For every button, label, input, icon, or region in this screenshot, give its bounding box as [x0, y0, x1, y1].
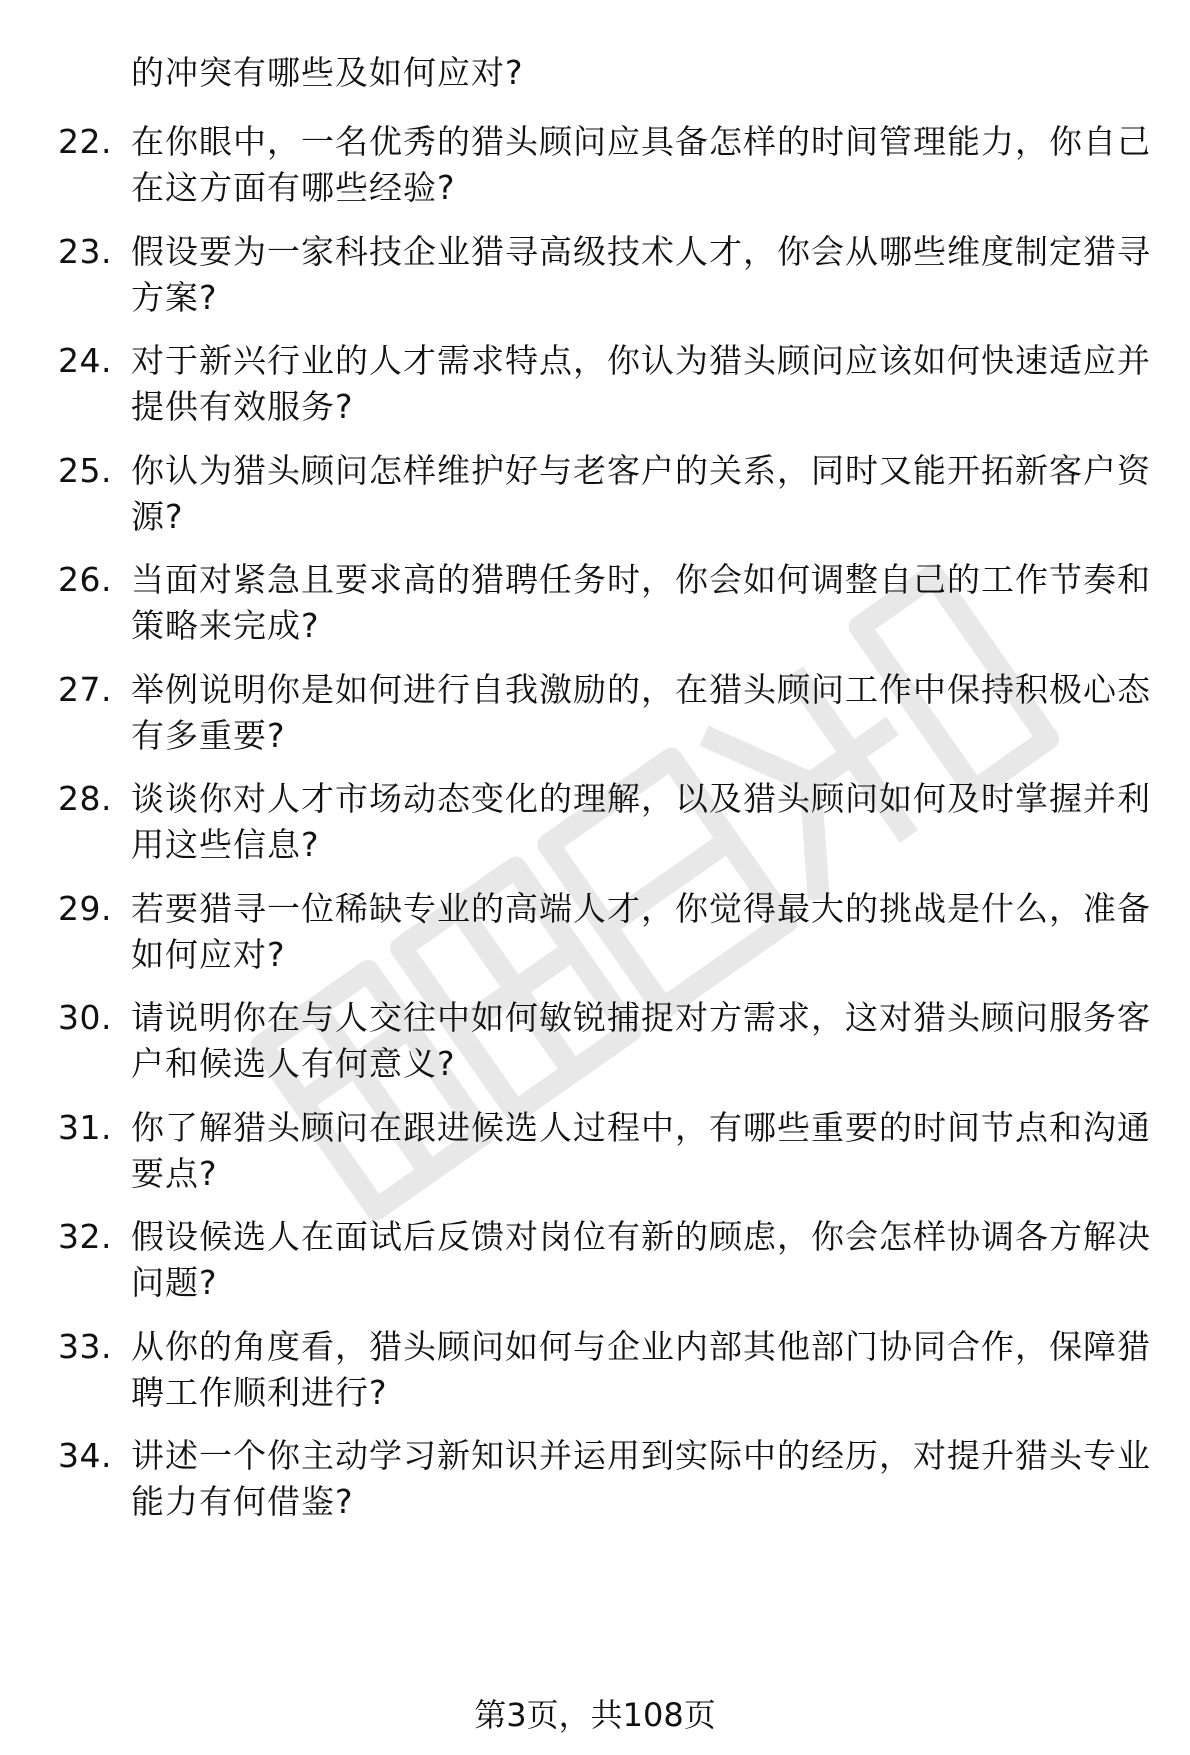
question-text: 谈谈你对人才市场动态变化的理解，以及猎头顾问如何及时掌握并利用这些信息?	[131, 779, 1151, 864]
question-text: 从你的角度看，猎头顾问如何与企业内部其他部门协同合作，保障猎聘工作顺利进行?	[131, 1327, 1151, 1412]
question-number: 32.	[58, 1217, 112, 1256]
question-number: 25.	[58, 451, 112, 490]
question-number: 26.	[58, 560, 112, 599]
question-number: 34.	[58, 1436, 112, 1475]
question-text: 假设候选人在面试后反馈对岗位有新的顾虑，你会怎样协调各方解决问题?	[131, 1217, 1151, 1302]
question-text: 的冲突有哪些及如何应对?	[131, 53, 524, 92]
question-text: 举例说明你是如何进行自我激励的，在猎头顾问工作中保持积极心态有多重要?	[131, 670, 1151, 755]
question-number: 24.	[58, 341, 112, 380]
page-number-footer: 第3页，共108页	[474, 1696, 716, 1734]
question-text: 你认为猎头顾问怎样维护好与老客户的关系，同时又能开拓新客户资源?	[131, 451, 1151, 536]
question-number: 22.	[58, 122, 112, 161]
question-number: 27.	[58, 670, 112, 709]
question-number: 31.	[58, 1108, 112, 1147]
question-number: 28.	[58, 779, 112, 818]
question-text: 当面对紧急且要求高的猎聘任务时，你会如何调整自己的工作节奏和策略来完成?	[131, 560, 1151, 645]
question-text: 对于新兴行业的人才需求特点，你认为猎头顾问应该如何快速适应并提供有效服务?	[131, 341, 1151, 426]
question-text: 你了解猎头顾问在跟进候选人过程中，有哪些重要的时间节点和沟通要点?	[131, 1108, 1151, 1193]
question-text: 在你眼中，一名优秀的猎头顾问应具备怎样的时间管理能力，你自己在这方面有哪些经验?	[131, 122, 1151, 207]
question-number: 30.	[58, 998, 112, 1037]
question-number: 29.	[58, 889, 112, 928]
question-number: 23.	[58, 232, 112, 271]
question-text: 请说明你在与人交往中如何敏锐捕捉对方需求，这对猎头顾问服务客户和候选人有何意义?	[131, 998, 1151, 1083]
question-text: 假设要为一家科技企业猎寻高级技术人才，你会从哪些维度制定猎寻方案?	[131, 232, 1151, 317]
question-text: 讲述一个你主动学习新知识并运用到实际中的经历，对提升猎头专业能力有何借鉴?	[131, 1436, 1151, 1521]
question-number: 33.	[58, 1327, 112, 1366]
question-text: 若要猎寻一位稀缺专业的高端人才，你觉得最大的挑战是什么，准备如何应对?	[131, 889, 1151, 974]
